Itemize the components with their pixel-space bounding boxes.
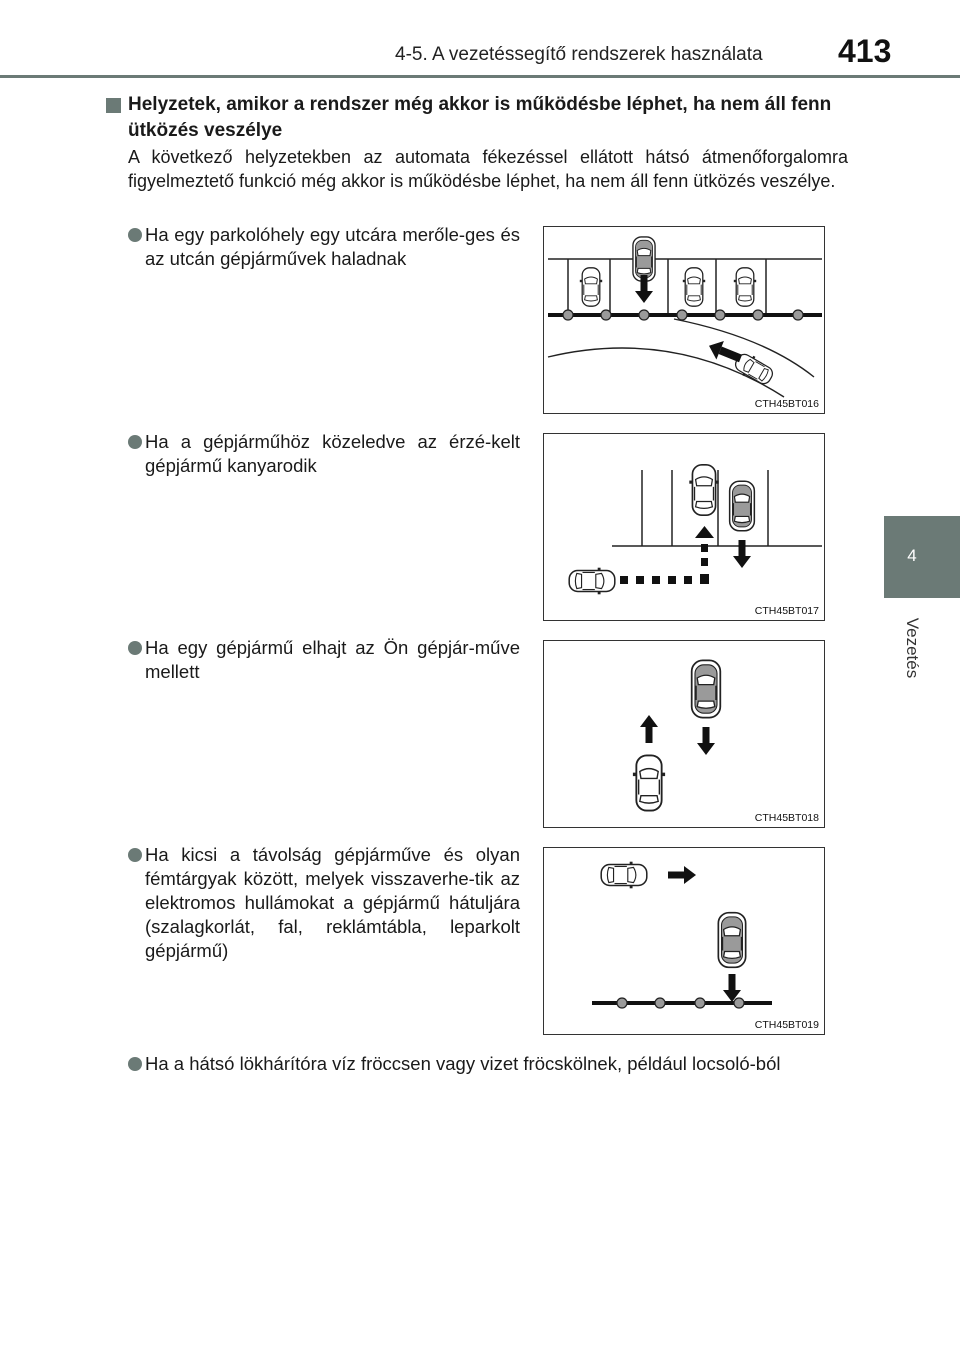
bullet-dot-icon (128, 435, 142, 449)
bullet-dot-icon (128, 641, 142, 655)
bullet-dot-icon (128, 848, 142, 862)
bullet-text: Ha a hátsó lökhárítóra víz fröccsen vagy vizet fröcskölnek, például locsoló-ból (145, 1053, 781, 1074)
bullet-dot-icon (128, 1057, 142, 1071)
figure-illustration (544, 227, 826, 415)
chapter-label (884, 600, 940, 696)
section-heading (106, 92, 858, 144)
bullet-item (128, 1052, 850, 1076)
heading-square-icon (106, 98, 121, 113)
chapter-tab (884, 516, 960, 598)
figure-illustration (544, 848, 826, 1036)
bullet-text: Ha egy parkolóhely egy utcára merőle-ges és az utcán gépjárművek haladnak (145, 224, 520, 269)
figure-turning-vehicle (543, 433, 825, 621)
figure-illustration (544, 434, 826, 622)
chapter-number: 4 (907, 546, 917, 565)
header-divider (0, 75, 960, 78)
section-heading-text: Helyzetek, amikor a rendszer még akkor is működésbe léphet, ha nem áll fenn ütközés veszélye (128, 94, 832, 141)
figure-code: CTH45BT017 (754, 605, 819, 617)
intro-paragraph: A következő helyzetekben az automata fékezéssel ellátott hátsó átmenőforgalomra figyelmeztető funkció még akkor is működésbe léphet, ha nem áll fenn ütközés veszélye. (128, 147, 848, 191)
figure-illustration (544, 641, 826, 829)
figure-code: CTH45BT018 (754, 812, 819, 824)
bullet-item (128, 636, 520, 684)
figure-parking-perpendicular (543, 226, 825, 414)
bullet-item (128, 223, 520, 271)
figure-code: CTH45BT019 (754, 1019, 819, 1031)
header-title: 4-5. A vezetéssegítő rendszerek használata (395, 44, 763, 65)
bullet-text: Ha a gépjárműhöz közeledve az érzé-kelt gépjármű kanyarodik (145, 431, 520, 476)
page-number: 413 (838, 33, 892, 69)
bullet-text: Ha kicsi a távolság gépjárműve és olyan fémtárgyak között, melyek visszaverhe-tik az elektromos hullámokat a gépjármű hátuljára (szalagkorlát, fal, reklámtábla, leparkolt gépjármű) (145, 844, 520, 961)
chapter-label-text: Vezetés (903, 617, 922, 679)
bullet-item (128, 843, 520, 963)
bullet-dot-icon (128, 228, 142, 242)
figure-passing-vehicle (543, 640, 825, 828)
figure-guard-rail (543, 847, 825, 1035)
bullet-text: Ha egy gépjármű elhajt az Ön gépjár-műve mellett (145, 637, 520, 682)
bullet-item (128, 430, 520, 478)
figure-code: CTH45BT016 (754, 398, 819, 410)
